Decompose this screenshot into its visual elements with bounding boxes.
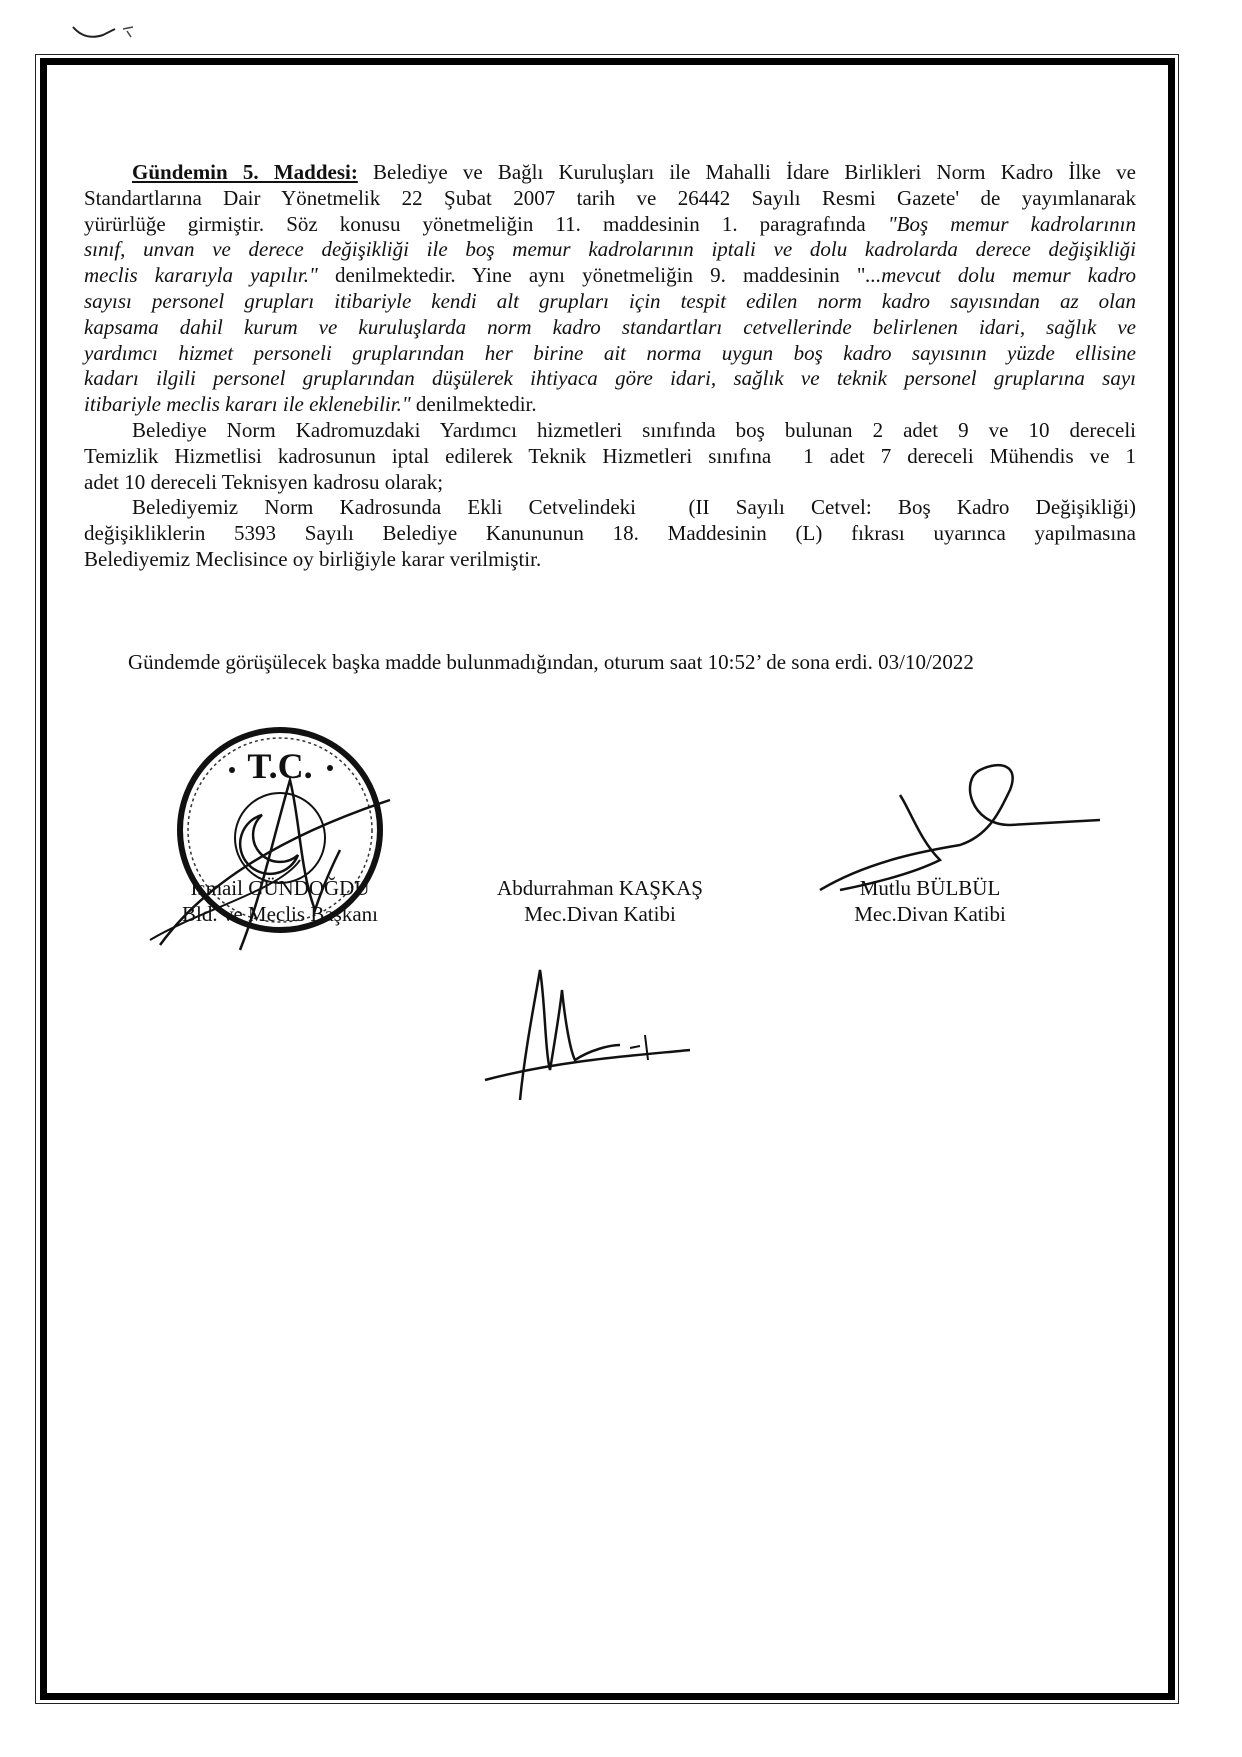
paragraph-line: [84, 470, 1136, 496]
closing-statement: Gündemde görüşülecek başka madde bulunmadığından, oturum saat 10:52’ de sona erdi. 03/10/2022: [128, 650, 974, 674]
paragraph-line: [84, 186, 1136, 212]
quote-run: yardımcı hizmet personeli gruplarından her birine ait norma uygun boş kadro sayısının yüzde ellisine: [84, 340, 1136, 365]
quote-run: sayısı personel grupları itibariyle kendi alt grupları için tespit edilen norm kadro sayısından az olan: [84, 288, 1136, 313]
paragraph-line: [84, 341, 1136, 367]
text-run: denilmektedir.: [410, 392, 537, 417]
paragraph-line: [84, 366, 1136, 392]
paragraph-line: [84, 521, 1136, 547]
signature-scribble-icon: [480, 960, 710, 1110]
paragraph-line: [84, 289, 1136, 315]
text-run: Standartlarına Dair Yönetmelik 22 Şubat 2007 tarih ve 26442 Sayılı Resmi Gazete' de yayımlanarak: [84, 185, 1136, 210]
signatory-block: [830, 875, 1030, 927]
text-run: denilmektedir. Yine aynı yönetmeliğin 9. maddesinin ": [317, 263, 866, 288]
quote-run: kadarı ilgili personel gruplarından düşülerek ihtiyaca göre idari, sağlık ve teknik personel gruplarına sayı: [84, 366, 1136, 391]
paragraph-line: [84, 237, 1136, 263]
quote-run: sınıf, unvan ve derece değişikliği ile boş memur kadrolarının iptali ve dolu kadrolarda derece değişikliği: [84, 237, 1136, 262]
quote-run: meclis kararıyla yapılır.": [84, 263, 318, 288]
signatory-name: İsmail GÜNDOĞDU: [190, 876, 370, 900]
paragraph-line: [84, 212, 1136, 238]
signatory-block: [460, 875, 740, 927]
signatory-title: Bld. ve Meclis Başkanı: [182, 902, 378, 926]
text-run: Belediyemiz Meclisince oy birliğiyle karar verilmiştir.: [84, 546, 542, 571]
paragraph-line: [84, 263, 1136, 289]
quote-run: "Boş memur kadrolarının: [887, 211, 1136, 236]
paragraph-line: [84, 392, 1136, 418]
quote-run: ...mevcut dolu memur kadro: [865, 263, 1136, 288]
text-run: Temizlik Hizmetlisi kadrosunun iptal edilerek Teknik Hizmetleri sınıfına 1 adet 7 dereceli Mühendis ve 1: [84, 443, 1136, 468]
signatory-name: Abdurrahman KAŞKAŞ: [497, 876, 703, 900]
signature-scribble-icon: [140, 740, 440, 970]
quote-run: kapsama dahil kurum ve kuruluşlarda norm kadro standartları cetvellerinde belirlenen idari, sağlık ve: [84, 314, 1136, 339]
svg-text:T.C.: T.C.: [247, 746, 313, 786]
text-run: değişikliklerin 5393 Sayılı Belediye Kanununun 18. Maddesinin (L) fıkrası uyarınca yapılmasına: [84, 521, 1136, 546]
text-run: Belediyemiz Norm Kadrosunda Ekli Cetvelindeki (II Sayılı Cetvel: Boş Kadro Değişikliği): [132, 495, 1136, 520]
text-run: adet 10 dereceli Teknisyen kadrosu olarak;: [84, 469, 444, 494]
scan-mark-icon: [65, 15, 165, 45]
text-run: Belediye ve Bağlı Kuruluşları ile Mahalli İdare Birlikleri Norm Kadro İlke ve: [357, 160, 1137, 184]
paragraph-line: [84, 495, 1136, 521]
paragraph-line: [84, 160, 1136, 186]
signatory-title: Mec.Divan Katibi: [854, 902, 1006, 926]
signatory-title: Mec.Divan Katibi: [524, 902, 676, 926]
agenda-heading: Gündemin 5. Maddesi:: [132, 160, 358, 184]
quote-run: itibariyle meclis kararı ile eklenebilir.": [84, 392, 411, 417]
text-run: Belediye Norm Kadromuzdaki Yardımcı hizmetleri sınıfında boş bulunan 2 adet 9 ve 10 dereceli: [132, 417, 1136, 442]
signatory-name: Mutlu BÜLBÜL: [859, 876, 1001, 900]
minutes-body: [84, 160, 1136, 573]
text-run: yürürlüğe girmiştir. Söz konusu yönetmeliğin 11. maddesinin 1. paragrafında: [84, 211, 888, 236]
paragraph-line: [84, 547, 1136, 573]
signatory-block: [150, 875, 410, 927]
paragraph-line: [84, 418, 1136, 444]
paragraph-line: [84, 315, 1136, 341]
paragraph-line: [84, 444, 1136, 470]
